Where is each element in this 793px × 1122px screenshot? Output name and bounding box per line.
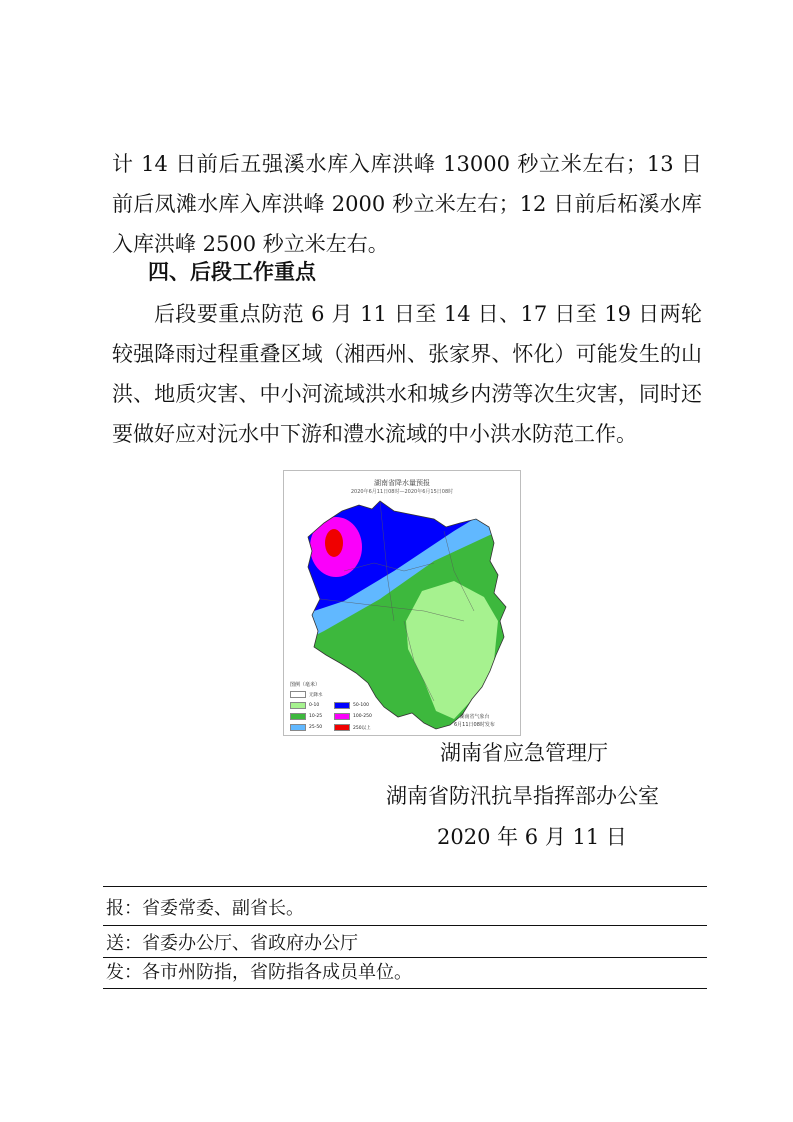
legend-swatch <box>334 702 350 709</box>
legend-swatch <box>290 702 306 709</box>
distribution-divider <box>103 957 707 958</box>
paragraph-reservoir-forecast: 计 14 日前后五强溪水库入库洪峰 13000 秒立米左右；13 日前后凤滩水库入库洪峰 2000 秒立米左右；12 日前后柘溪水库入库洪峰 2500 秒立米左右。 <box>112 152 702 256</box>
rainfall-forecast-map <box>283 470 521 736</box>
legend-item-none: 无降水 <box>290 691 323 698</box>
legend-swatch <box>290 724 306 731</box>
legend-item-100-250: 100-250 <box>334 713 372 720</box>
signature-org-emergency: 湖南省应急管理厅 <box>440 741 608 765</box>
signature-org-flood-control: 湖南省防汛抗旱指挥部办公室 <box>386 784 659 808</box>
distribution-send: 送：省委办公厅、省政府办公厅 <box>106 933 358 954</box>
legend-title: 图例（毫米） <box>290 682 321 688</box>
issuer-name: 湖南省气象台 <box>459 714 490 720</box>
legend-swatch <box>334 724 350 731</box>
section-heading: 四、后段工作重点 <box>148 260 316 284</box>
distribution-top-rule <box>103 886 707 887</box>
legend-swatch <box>290 691 306 698</box>
legend-swatch <box>334 713 350 720</box>
distribution-report: 报：省委常委、副省长。 <box>106 898 304 919</box>
legend-item-250-plus: 250以上 <box>334 724 371 731</box>
legend-item-0-10: 0-10 <box>290 702 319 709</box>
distribution-divider <box>103 925 707 926</box>
distribution-issue: 发：各市州防指，省防指各成员单位。 <box>106 962 412 983</box>
map-subtitle: 2020年6月11日08时—2020年6月15日08时 <box>350 489 454 495</box>
legend-swatch <box>290 713 306 720</box>
distribution-bottom-rule <box>103 988 707 989</box>
legend-item-25-50: 25-50 <box>290 724 322 731</box>
legend-item-10-25: 10-25 <box>290 713 322 720</box>
map-issuer <box>454 713 495 729</box>
paragraph-key-work: 后段要重点防范 6 月 11 日至 14 日、17 日至 19 日两轮较强降雨过程重叠区域（湘西州、张家界、怀化）可能发生的山洪、地质灾害、中小河流域洪水和城乡内涝等次生灾害，同时还要做好应对沅水中下游和澧水流域的中小洪水防范工作。 <box>112 302 702 446</box>
legend-item-50-100: 50-100 <box>334 702 369 709</box>
issuer-time: 6月11日08时发布 <box>454 722 495 728</box>
map-title: 湖南省降水量预报 <box>374 479 430 487</box>
signature-date: 2020 年 6 月 11 日 <box>437 825 627 849</box>
